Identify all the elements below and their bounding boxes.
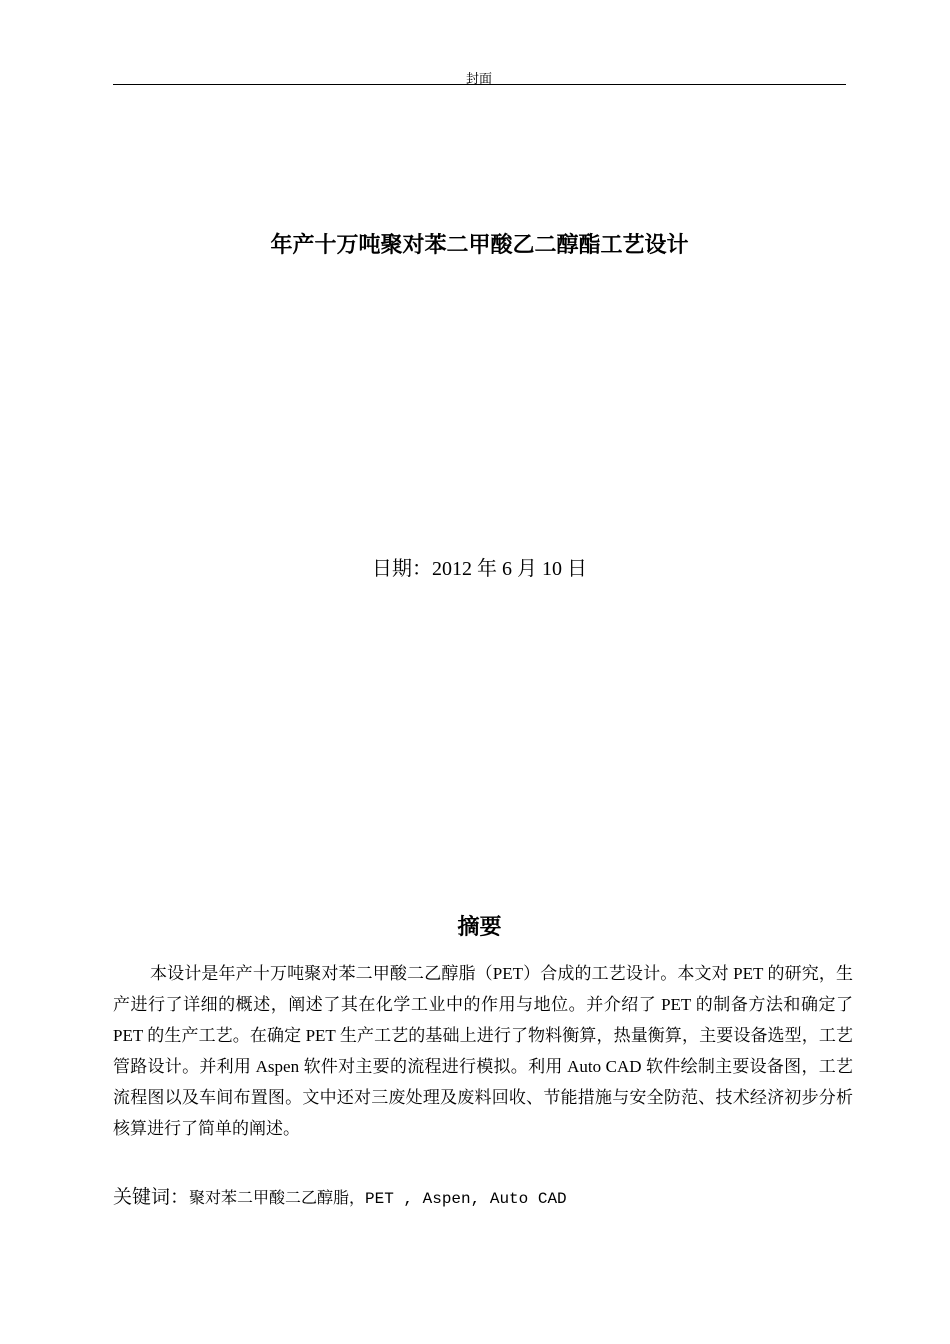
date-label: 日期：: [372, 556, 432, 580]
keywords-line: [113, 1182, 846, 1209]
abstract-heading: 摘要: [457, 915, 502, 940]
page-header: 封面: [465, 72, 492, 87]
keywords-value: 聚对苯二甲酸二乙醇脂，PET , Aspen, Auto CAD: [189, 1190, 567, 1208]
date-value: 2012 年 6 月 10 日: [432, 558, 587, 580]
header-rule: [113, 84, 846, 85]
abstract-body: 本设计是年产十万吨聚对苯二甲酸二乙醇脂（PET）合成的工艺设计。本文对 PET 的研究，生产进行了详细的概述，阐述了其在化学工业中的作用与地位。并介绍了 PET 的制备方法和确定了 PET 的生产工艺。在确定 PET 生产工艺的基础上进行了物料衡算，热量衡算，主要设备选型，工艺管路设计。并利用 Aspen 软件对主要的流程进行模拟。利用 Auto CAD 软件绘制主要设备图，工艺流程图以及车间布置图。文中还对三废处理及废料回收、节能措施与安全防范、技术经济初步分析核算进行了简单的阐述。: [113, 964, 853, 1138]
document-title: 年产十万吨聚对苯二甲酸乙二醇酯工艺设计: [270, 233, 689, 258]
keywords-label: 关键词：: [113, 1186, 190, 1208]
date-line: [113, 552, 846, 581]
